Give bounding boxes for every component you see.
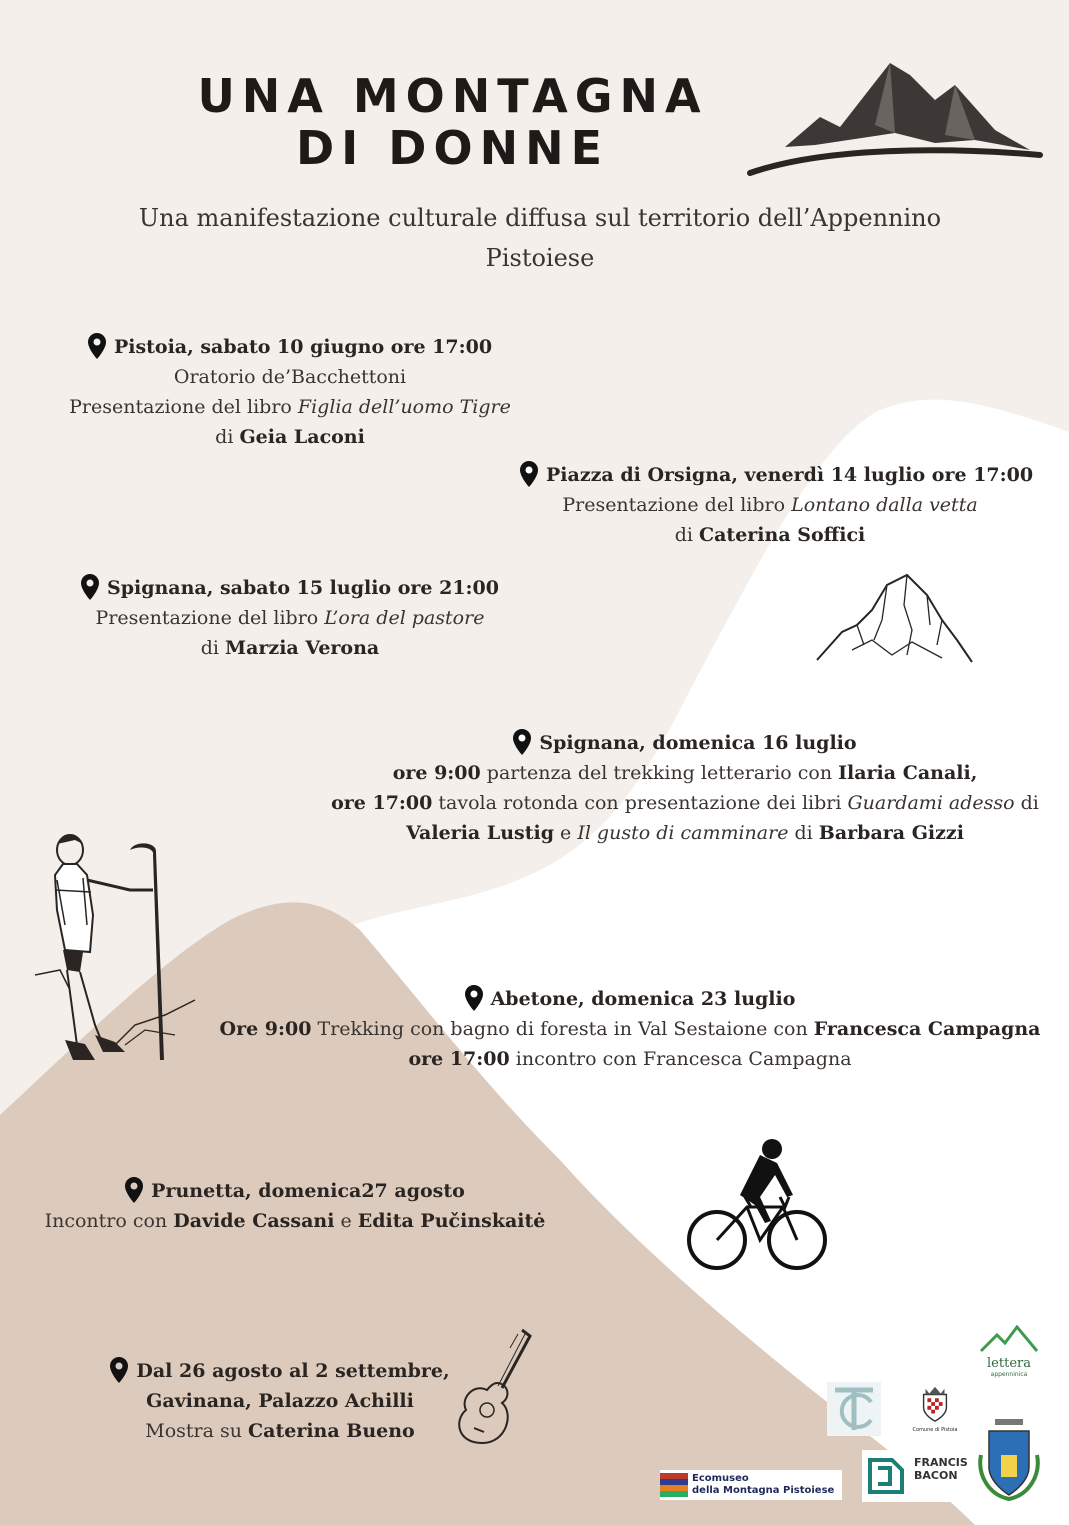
- book-title: Guardami adesso: [847, 792, 1015, 814]
- guide-name: Francesca Campagna: [813, 1018, 1041, 1040]
- event-heading: Abetone, domenica 23 luglio: [490, 988, 796, 1010]
- event-text: di: [674, 524, 699, 546]
- event-text: Presentazione del libro: [95, 607, 325, 629]
- event-heading: Dal 26 agosto al 2 settembre,: [136, 1360, 450, 1382]
- location-pin-icon: [81, 574, 99, 600]
- event-line: Oratorio de’Bacchettoni: [173, 366, 407, 388]
- event-heading: Pistoia, sabato 10 giugno ore 17:00: [113, 336, 493, 358]
- event-location: Gavinana, Palazzo Achilli: [146, 1390, 414, 1412]
- event-time: Ore 9:00: [219, 1018, 312, 1040]
- ecomuseo-stripes-icon: [660, 1473, 688, 1497]
- subtitle-line-2: Pistoiese: [485, 244, 595, 272]
- comune-label: Comune di Pistoia: [912, 1427, 958, 1433]
- title-line-1: UNA MONTAGNA: [197, 69, 708, 123]
- ecomuseo-subname: della Montagna Pistoiese: [692, 1485, 835, 1496]
- tc-monogram-logo: [825, 1380, 883, 1438]
- event-abetone: [200, 984, 1060, 1074]
- artist-name: Caterina Bueno: [248, 1420, 415, 1442]
- subtitle-line-1: Una manifestazione culturale diffusa sul territorio dell’Appennino: [138, 204, 942, 232]
- ecomuseo-name: Ecomuseo: [692, 1473, 749, 1484]
- bacon-name: BACON: [914, 1469, 958, 1482]
- location-pin-icon: [520, 461, 538, 487]
- author-name: Marzia Verona: [225, 637, 380, 659]
- guitar-illustration: [452, 1328, 537, 1448]
- location-pin-icon: [110, 1357, 128, 1383]
- event-text: tavola rotonda con presentazione dei libri: [432, 792, 848, 814]
- book-title: Il gusto di camminare: [577, 822, 789, 844]
- event-pistoia: [60, 332, 520, 452]
- event-gavinana: [110, 1356, 450, 1446]
- author-name: Caterina Soffici: [699, 524, 866, 546]
- ecomuseo-logo: [660, 1470, 842, 1500]
- guide-name: Ilaria Canali,: [838, 762, 978, 784]
- event-time: ore 17:00: [408, 1048, 510, 1070]
- event-heading: Piazza di Orsigna, venerdì 14 luglio ore 17:00: [546, 464, 1034, 486]
- location-pin-icon: [88, 333, 106, 359]
- event-prunetta: [40, 1176, 550, 1236]
- event-text: Incontro con: [44, 1210, 174, 1232]
- event-text: e: [334, 1210, 358, 1232]
- book-title: Lontano dalla vetta: [791, 494, 978, 516]
- lettera-appenninica-logo: [978, 1325, 1040, 1385]
- event-spignana-16: [320, 728, 1050, 848]
- title-line-2: DI DONNE: [295, 121, 610, 175]
- book-title: L’ora del pastore: [324, 607, 485, 629]
- mountain-logo-icon: [745, 55, 1045, 185]
- event-text: di: [788, 822, 819, 844]
- location-pin-icon: [125, 1177, 143, 1203]
- event-spignana-15: [70, 573, 510, 663]
- location-pin-icon: [513, 729, 531, 755]
- mountain-sketch-icon: [812, 570, 977, 670]
- author-name: Geia Laconi: [239, 426, 365, 448]
- comune-pistoia-logo: [905, 1385, 965, 1437]
- francis-bacon-mark-icon: [866, 1456, 906, 1496]
- event-text: incontro con Francesca Campagna: [509, 1048, 852, 1070]
- book-title: Figlia dell’uomo Tigre: [297, 396, 511, 418]
- event-text: di: [200, 637, 226, 659]
- guest-name: Davide Cassani: [173, 1210, 335, 1232]
- lettera-subname: appenninica: [990, 1371, 1028, 1378]
- event-text: Presentazione del libro: [562, 494, 792, 516]
- event-text: di: [1014, 792, 1039, 814]
- pistoia-crest-icon: [916, 1385, 954, 1423]
- event-text: partenza del trekking letterario con: [480, 762, 839, 784]
- event-heading: Spignana, sabato 15 luglio ore 21:00: [106, 577, 500, 599]
- event-text: Presentazione del libro: [69, 396, 298, 418]
- author-name: Barbara Gizzi: [818, 822, 964, 844]
- lettera-mountain-icon: [979, 1325, 1039, 1353]
- event-time: ore 17:00: [331, 792, 433, 814]
- lettera-name: lettera: [987, 1356, 1031, 1371]
- event-orsigna: [520, 460, 1034, 550]
- event-text: e: [553, 822, 578, 844]
- event-text: Mostra su: [145, 1420, 249, 1442]
- event-heading: Spignana, domenica 16 luglio: [539, 732, 857, 754]
- event-time: ore 9:00: [392, 762, 481, 784]
- town-crest-logo: [975, 1415, 1043, 1503]
- location-pin-icon: [465, 985, 483, 1011]
- guest-name: Edita Pučinskaitė: [357, 1210, 546, 1232]
- author-name: Valeria Lustig: [406, 822, 554, 844]
- francis-name: FRANCIS: [914, 1456, 968, 1469]
- event-text: Trekking con bagno di foresta in Val Sestaione con: [311, 1018, 814, 1040]
- hiker-woman-illustration: [35, 830, 205, 1075]
- francis-bacon-logo: [862, 1450, 968, 1502]
- event-heading: Prunetta, domenica27 agosto: [151, 1180, 465, 1202]
- cyclist-illustration: [685, 1135, 830, 1275]
- subtitle: [80, 198, 1000, 278]
- event-text: di: [215, 426, 240, 448]
